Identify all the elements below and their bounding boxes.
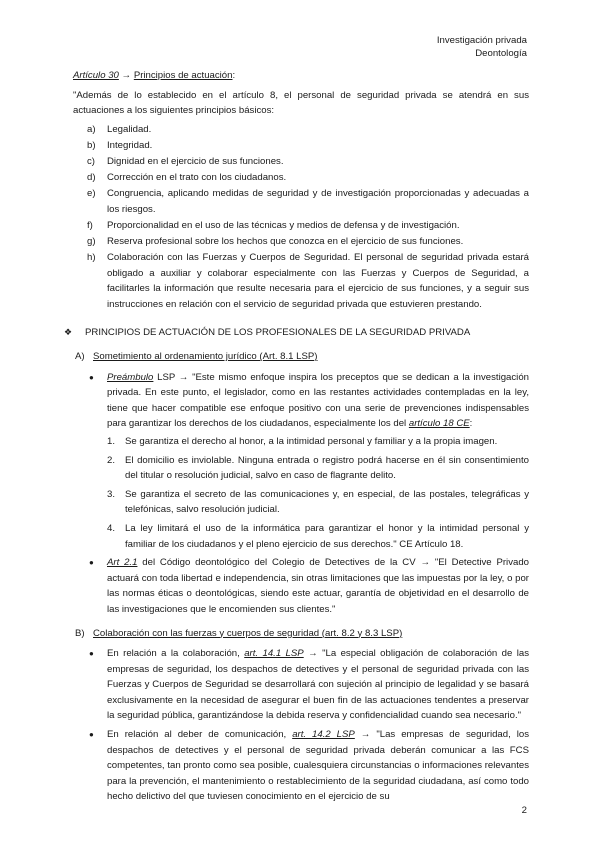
article-30-intro: "Además de lo establecido en el artículo 8, el personal de seguridad privada se atendrá en sus actuaciones a los siguientes principios básicos: bbox=[73, 89, 529, 117]
list-item: h) Colaboración con las Fuerzas y Cuerpos de Seguridad. El personal de seguridad privada estará obligado a auxiliar y colaborar especialmente con las Fuerzas y Cuerpos de Seguridad, a facilitarles la información que resulte necesaria para el ejercicio de sus funciones, y a seguir sus instrucciones en relación con el servicio de seguridad privada que estuvieren prestando. bbox=[87, 252, 529, 310]
bullet-icon: ● bbox=[89, 730, 94, 740]
bullet-icon: ● bbox=[89, 558, 94, 568]
page-header bbox=[437, 34, 527, 60]
header-topic: Deontología bbox=[475, 48, 527, 59]
article-30-label: Artículo 30 bbox=[73, 70, 119, 81]
subsection-b-label: B) bbox=[75, 627, 85, 639]
section-heading bbox=[64, 325, 529, 341]
list-item: f) Proporcionalidad en el uso de las técnicas y medios de defensa y de investigación. bbox=[87, 219, 460, 231]
document-body bbox=[64, 68, 530, 808]
subsection-a-label: A) bbox=[75, 351, 85, 362]
preambulo-ref: Preámbulo bbox=[107, 371, 154, 383]
page-number: 2 bbox=[521, 805, 527, 816]
list-item: 4. La ley limitará el uso de la informática para garantizar el honor y la intimidad personal y familiar de los ciudadanos y el pleno ejercicio de sus derechos." CE Artículo 18. bbox=[107, 522, 529, 550]
art-2-1-ref: Art 2.1 bbox=[107, 557, 138, 569]
header-subject: Investigación privada bbox=[436, 35, 527, 46]
list-item: 3. Se garantiza el secreto de las comunicaciones y, en especial, de las postales, telegráficas y telefónicas, salvo resolución judicial. bbox=[107, 488, 529, 516]
bullet-icon: ● bbox=[89, 649, 94, 659]
subsection-b-bullets bbox=[73, 646, 529, 805]
list-item: g) Reserva profesional sobre los hechos que conozca en el ejercicio de sus funciones. bbox=[87, 235, 464, 247]
subsection-a-title: Sometimiento al ordenamiento jurídico (Art. 8.1 LSP) bbox=[93, 351, 318, 362]
list-item: ● Art 2.1 del Código deontológico del Colegio de Detectives de la CV → "El Detective Privado actuará con toda libertad e independencia, sin otras limitaciones que las impuestas por la ley, o por las normas éticas o deontológicas, siendo este actuar, garantía de objetividad en el desarrollo de las investigaciones que le encomienden sus clientes." bbox=[89, 557, 529, 615]
subsection-a-heading bbox=[73, 349, 529, 365]
article-30-colon: : bbox=[232, 70, 236, 81]
list-item: 1. Se garantiza el derecho al honor, a la intimidad personal y familiar y a la propia imagen. bbox=[107, 435, 498, 447]
article-30-title: Principios de actuación bbox=[133, 70, 233, 81]
art-14-2-ref: art. 14.2 LSP bbox=[292, 729, 355, 741]
list-item: a) Legalidad. bbox=[87, 123, 152, 135]
list-item: b) Integridad. bbox=[87, 139, 153, 151]
subsection-b-title: Colaboración con las fuerzas y cuerpos de seguridad (art. 8.2 y 8.3 LSP) bbox=[93, 627, 403, 639]
bullet-icon: ● bbox=[89, 372, 94, 382]
list-item: ● En relación a la colaboración, art. 14.1 LSP → "La especial obligación de colaboración de las empresas de seguridad, los despachos de detectives y el personal de seguridad privada con las Fuerzas y Cuerpos de Seguridad se desarrollará con sujeción al principio de legalidad y se basará exclusivamente en la necesidad de asegurar el buen fin de las actuaciones tendentes a preservar la seguridad pública, garantizándose la debida reserva y confidencialidad cuando sea necesario." bbox=[89, 648, 530, 722]
subsection-b-heading bbox=[73, 626, 529, 642]
list-item: ● Preámbulo LSP → "Este mismo enfoque inspira los preceptos que se dedican a la investigación privada. En este punto, el legislador, como en las restantes actividades contempladas en la ley, tiene que hacer compatible ese enfoque positivo con una serie de prevenciones indispensables para garantizar los derechos de los ciudadanos, especialmente los del artículo 18 CE: 1. Se garantiza el derecho al honor, a la intimidad personal y familiar y a la propia imagen. 2. El domicilio es inviolable. Ninguna entrada o registro podrá hacerse en él sin consentimiento del titular o resolución judicial, salvo en caso de flagrante delito. 3. Se garantiza el secreto de las comunicaciones y, en especial, de las postales, telegráficas y telefónicas, salvo resolución judicial. 4. La ley limitará el uso de la informática para garantizar el honor y la intimidad personal y familiar de los ciudadanos y el pleno ejercicio de sus derechos." CE Artículo 18. bbox=[73, 370, 529, 553]
diamond-bullet-icon: ❖ bbox=[64, 327, 73, 338]
section-title: PRINCIPIOS DE ACTUACIÓN DE LOS PROFESIONALES DE LA SEGURIDAD PRIVADA bbox=[85, 327, 471, 339]
list-item: c) Dignidad en el ejercicio de sus funciones. bbox=[87, 155, 284, 167]
list-item: d) Corrección en el trato con los ciudadanos. bbox=[87, 172, 287, 184]
art-14-1-ref: art. 14.1 LSP bbox=[244, 648, 304, 660]
subsection-a-bullets bbox=[73, 370, 529, 618]
list-item: e) Congruencia, aplicando medidas de seguridad y de investigación proporcionadas y adecuadas a los riesgos. bbox=[87, 188, 529, 215]
list-item: 2. El domicilio es inviolable. Ninguna entrada o registro podrá hacerse en él sin consentimiento del titular o resolución judicial, salvo en caso de flagrante delito. bbox=[107, 454, 529, 482]
article-30-arrow: → bbox=[118, 70, 134, 81]
article-18-ref: artículo 18 CE bbox=[408, 418, 470, 430]
list-item: ● En relación al deber de comunicación, art. 14.2 LSP → "Las empresas de seguridad, los despachos de detectives y el personal de seguridad privada deberán comunicar a las FCS competentes, tan pronto como sea posible, cualesquiera circunstancias o informaciones relevantes para la prevención, el mantenimiento o restablecimiento de la seguridad ciudadana, así como todo hecho delictivo del que tuviesen conocimiento en el ejercicio de su bbox=[89, 729, 529, 803]
article-18-list bbox=[107, 434, 529, 552]
article-30-heading bbox=[73, 68, 529, 84]
principles-list bbox=[73, 122, 529, 313]
